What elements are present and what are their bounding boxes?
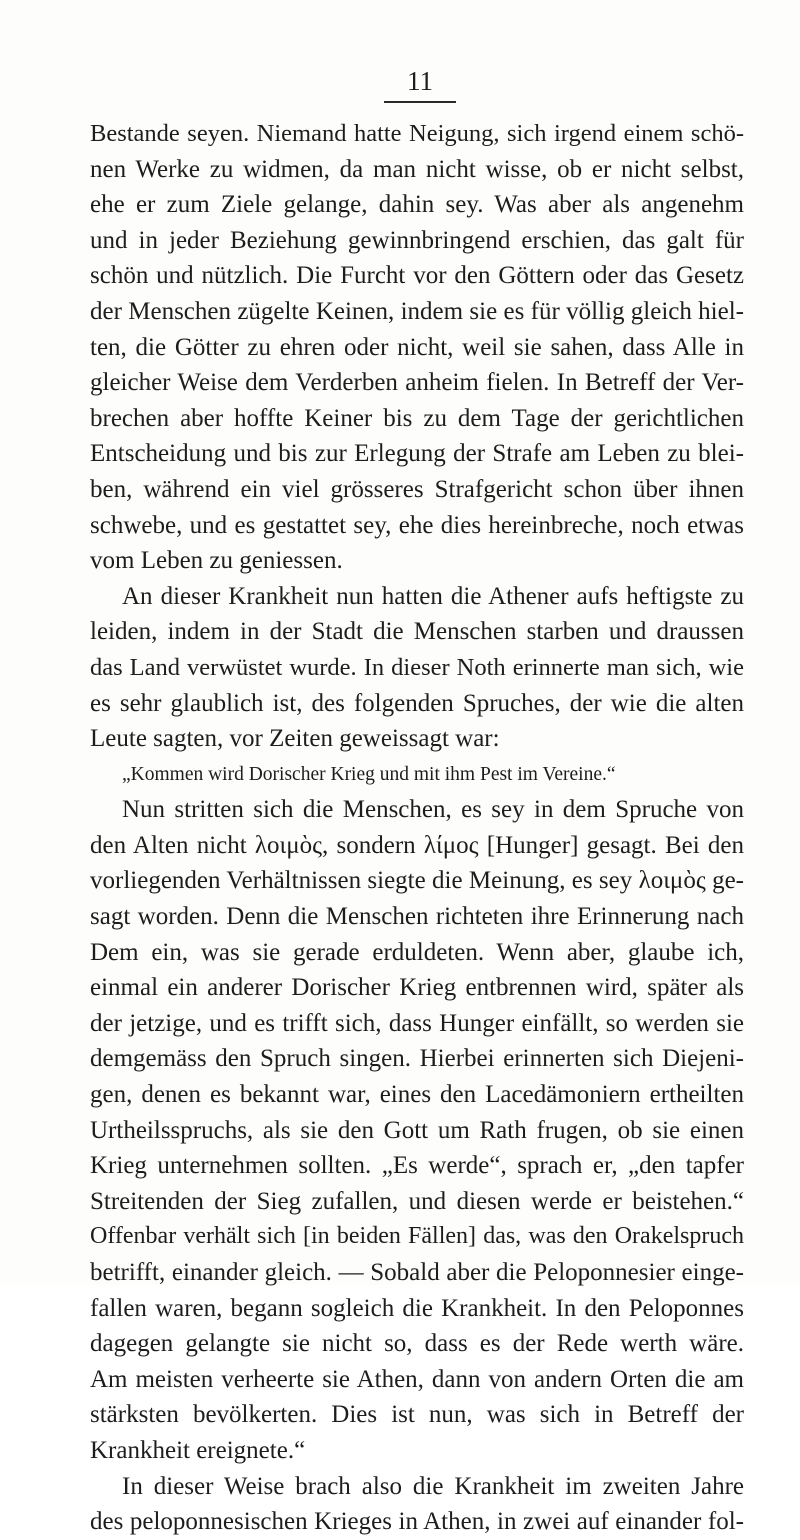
- text-line: und in jeder Beziehung gewinnbringend erschien, das galt für: [90, 226, 744, 254]
- text-line: sagt worden. Denn die Menschen richteten ihre Erinnerung nach: [90, 903, 744, 931]
- text-line: schwebe, und es gestattet sey, ehe dies hereinbreche, noch etwas: [90, 511, 744, 539]
- text-line: den Alten nicht λοιμὸς, sondern λίμος [Hunger] gesagt. Bei den: [90, 831, 744, 859]
- text-line: Bestande seyen. Niemand hatte Neigung, sich irgend einem schö-: [90, 120, 744, 147]
- text-line: Krieg unternehmen sollten. „Es werde“, sprach er, „den tapfer: [90, 1152, 744, 1180]
- text-line: stärksten bevölkerten. Dies ist nun, was sich in Betreff der: [90, 1401, 744, 1429]
- text-line: Krankheit ereignete.“: [90, 1436, 306, 1464]
- text-line: schön und nützlich. Die Furcht vor den Göttern oder das Gesetz: [90, 262, 744, 290]
- text-line: In dieser Weise brach also die Krankheit im zweiten Jahre: [122, 1472, 744, 1500]
- text-line: das Land verwüstet wurde. In dieser Noth erinnerte man sich, wie: [90, 653, 744, 681]
- text-line: ten, die Götter zu ehren oder nicht, weil sie sahen, dass Alle in: [90, 333, 744, 361]
- text-line: Streitenden der Sieg zufallen, und diesen werde er beistehen.“: [90, 1187, 744, 1215]
- text-line: es sehr glaublich ist, des folgenden Spruches, der wie die alten: [90, 689, 744, 717]
- text-line: leiden, indem in der Stadt die Menschen starben und draussen: [90, 618, 744, 646]
- text-line: betrifft, einander gleich. — Sobald aber die Peloponnesier einge-: [90, 1259, 744, 1286]
- text-line: Nun stritten sich die Menschen, es sey in dem Spruche von: [122, 796, 744, 824]
- text-line: vom Leben zu geniessen.: [90, 547, 343, 575]
- text-line: Leute sagten, vor Zeiten geweissagt war:: [90, 725, 500, 753]
- text-line: gen, denen es bekannt war, eines den Lacedämoniern ertheilten: [90, 1081, 744, 1109]
- text-line: nen Werke zu widmen, da man nicht wisse, ob er nicht selbst,: [90, 155, 744, 183]
- text-line: Dem ein, was sie gerade erduldeten. Wenn aber, glaube ich,: [90, 938, 744, 966]
- quoted-verse-line: „Kommen wird Dorischer Krieg und mit ihm Pest im Vereine.“: [122, 763, 616, 785]
- text-line: brechen aber hoffte Keiner bis zu dem Tage der gerichtlichen: [90, 404, 744, 432]
- body-text: [90, 116, 744, 1540]
- text-line: Entscheidung und bis zur Erlegung der Strafe am Leben zu blei-: [90, 440, 744, 468]
- text-line: Offenbar verhält sich [in beiden Fällen] das, was den Orakelspruch: [90, 1223, 744, 1250]
- text-line: ben, während ein viel grösseres Strafgericht schon über ihnen: [90, 475, 744, 503]
- header-rule: [384, 101, 456, 103]
- text-line: der jetzige, und es trifft sich, dass Hunger einfällt, so werden sie: [90, 1009, 744, 1037]
- text-line: des peloponnesischen Krieges in Athen, in zwei auf einander fol-: [90, 1508, 744, 1536]
- text-line: demgemäss den Spruch singen. Hierbei erinnerten sich Diejeni-: [90, 1045, 744, 1073]
- page-number: 11: [407, 66, 433, 96]
- text-line: vorliegenden Verhältnissen siegte die Meinung, es sey λοιμὸς ge-: [90, 867, 744, 895]
- text-line: einmal ein anderer Dorischer Krieg entbrennen wird, später als: [90, 974, 744, 1002]
- text-line: der Menschen zügelte Keinen, indem sie es für völlig gleich hiel-: [90, 297, 744, 325]
- text-line: dagegen gelangte sie nicht so, dass es der Rede werth wäre.: [90, 1330, 744, 1358]
- text-line: Am meisten verheerte sie Athen, dann von andern Orten die am: [90, 1365, 744, 1393]
- text-line: An dieser Krankheit nun hatten die Athener aufs heftigste zu: [122, 582, 744, 610]
- text-line: fallen waren, begann sogleich die Krankheit. In den Peloponnes: [90, 1294, 744, 1322]
- text-line: ehe er zum Ziele gelange, dahin sey. Was aber als angenehm: [90, 191, 744, 219]
- text-line: Urtheilsspruchs, als sie den Gott um Rath frugen, ob sie einen: [90, 1116, 744, 1144]
- text-line: gleicher Weise dem Verderben anheim fielen. In Betreff der Ver-: [90, 369, 744, 397]
